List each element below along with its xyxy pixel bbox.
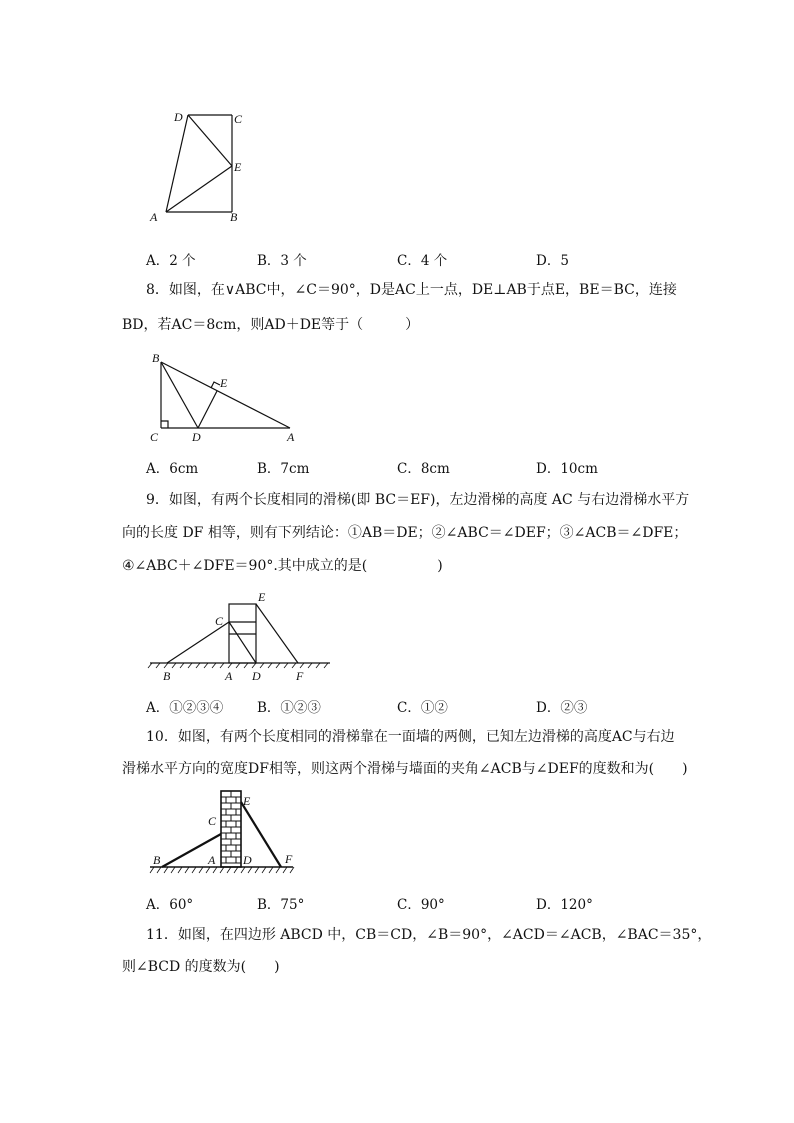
q9-stem-line2: 向的长度 DF 相等，则有下列结论：①AB＝DE；②∠ABC＝∠DEF；③∠ACB＝∠DFE； xyxy=(122,525,688,541)
q10-label-E: E xyxy=(243,794,251,808)
q9-label-D: D xyxy=(252,669,261,683)
q9-option-c[interactable]: C．①② xyxy=(397,700,448,716)
q8-label-A: A xyxy=(287,430,295,444)
q9-option-a[interactable]: A．①②③④ xyxy=(146,700,224,716)
q8-label-C: C xyxy=(150,430,159,444)
q7-label-D: D xyxy=(174,110,183,124)
q7-label-A: A xyxy=(150,210,158,224)
q9-figure xyxy=(148,588,338,688)
q8-option-d[interactable]: D．10cm xyxy=(536,461,598,477)
q9-label-C: C xyxy=(215,614,224,628)
q8-option-b[interactable]: B．7cm xyxy=(257,461,310,477)
q8-label-B: B xyxy=(152,351,160,365)
q11-stem-line2: 则∠BCD 的度数为( ) xyxy=(122,959,280,975)
q10-label-F: F xyxy=(285,852,293,866)
q10-label-B: B xyxy=(153,853,161,867)
q8-figure xyxy=(140,348,310,448)
q9-option-b[interactable]: B．①②③ xyxy=(257,700,321,716)
q8-stem-line2: BD，若AC＝8cm，则AD＋DE等于（ ） xyxy=(122,317,420,333)
q9-stem-line3: ④∠ABC＋∠DFE＝90°.其中成立的是( ) xyxy=(122,558,443,574)
q10-figure xyxy=(148,788,298,883)
q7-figure xyxy=(140,105,260,230)
q7-option-d[interactable]: D．5 xyxy=(536,253,569,269)
q7-label-C: C xyxy=(234,112,243,126)
q10-option-b[interactable]: B．75° xyxy=(257,897,305,913)
q7-label-E: E xyxy=(234,160,242,174)
q9-option-d[interactable]: D．②③ xyxy=(536,700,588,716)
q10-label-D: D xyxy=(243,853,252,867)
q10-option-a[interactable]: A．60° xyxy=(146,897,194,913)
q9-stem-line1: 9．如图，有两个长度相同的滑梯(即 BC＝EF)，左边滑梯的高度 AC 与右边滑梯水平方 xyxy=(146,492,690,508)
q9-label-B: B xyxy=(163,669,171,683)
q10-label-C: C xyxy=(208,814,217,828)
q8-stem-line1: 8．如图，在∨ABC中，∠C＝90°，D是AC上一点，DE⊥AB于点E，BE＝BC，连接 xyxy=(146,282,677,298)
q10-option-d[interactable]: D．120° xyxy=(536,897,593,913)
q10-label-A: A xyxy=(208,853,216,867)
q9-label-F: F xyxy=(296,669,304,683)
q8-option-c[interactable]: C．8cm xyxy=(397,461,450,477)
q8-label-E: E xyxy=(220,376,228,390)
q10-option-c[interactable]: C．90° xyxy=(397,897,445,913)
q8-label-D: D xyxy=(192,430,201,444)
q7-option-a[interactable]: A．2 个 xyxy=(146,253,196,269)
q10-stem-line1: 10．如图，有两个长度相同的滑梯靠在一面墙的两侧，已知左边滑梯的高度AC与右边 xyxy=(146,729,675,745)
q8-option-a[interactable]: A．6cm xyxy=(146,461,199,477)
q11-stem-line1: 11．如图，在四边形 ABCD 中，CB＝CD，∠B＝90°，∠ACD＝∠ACB，∠BAC＝35°， xyxy=(146,927,712,943)
q7-option-b[interactable]: B．3 个 xyxy=(257,253,307,269)
q9-label-E: E xyxy=(258,590,266,604)
q7-label-B: B xyxy=(230,210,238,224)
q7-option-c[interactable]: C．4 个 xyxy=(397,253,448,269)
q10-stem-line2: 滑梯水平方向的宽度DF相等，则这两个滑梯与墙面的夹角∠ACB与∠DEF的度数和为( ) xyxy=(122,761,688,777)
q9-label-A: A xyxy=(225,669,233,683)
